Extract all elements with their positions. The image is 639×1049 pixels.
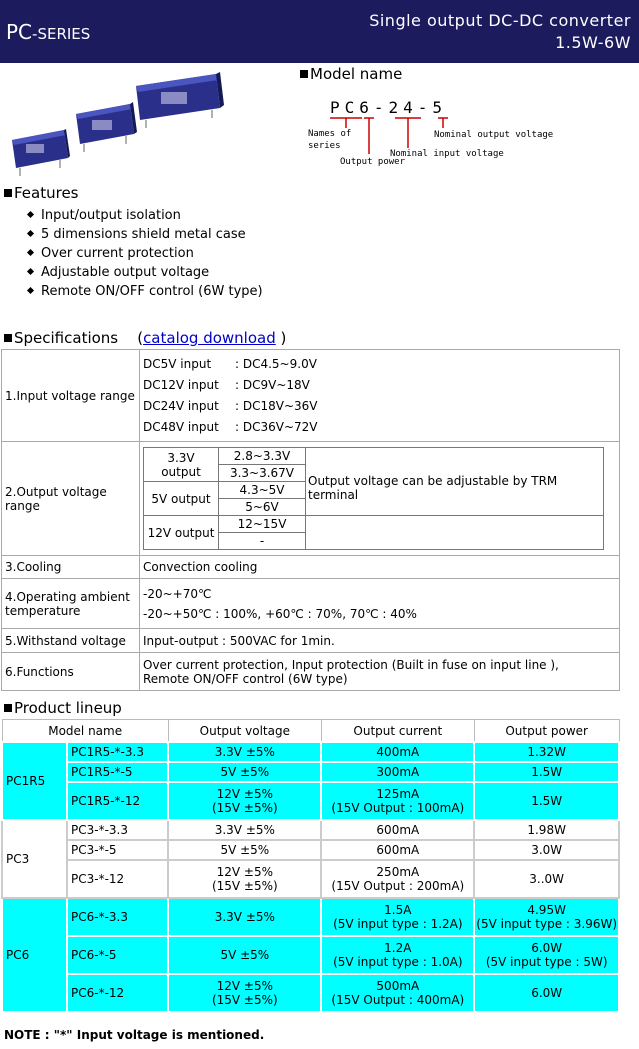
column-header: Model name	[2, 720, 168, 743]
output-range: 2.8~3.3V	[219, 448, 306, 465]
feature-text: Adjustable output voltage	[41, 265, 210, 280]
power-cell-main: 1.5W	[531, 794, 563, 808]
spec-label: 3.Cooling	[2, 556, 140, 579]
functions-line2: Remote ON/OFF control (6W type)	[143, 671, 348, 686]
current-cell-main: 125mA	[376, 787, 420, 801]
model-cell: PC6-*-3.3	[67, 898, 168, 936]
voltage-cell-main: 3.3V ±5%	[214, 910, 275, 924]
column-header: Output power	[474, 720, 619, 743]
series-group-name: PC6	[2, 898, 67, 1012]
module-large	[136, 72, 224, 128]
link-paren-close: )	[280, 329, 287, 347]
output-range-table	[143, 447, 604, 550]
spec-value: Input-output : 500VAC for 1min.	[140, 629, 620, 653]
table-row	[2, 820, 619, 840]
voltage-cell-main: 12V ±5%	[216, 865, 274, 879]
input-range-row	[143, 354, 616, 375]
power-cell-main: 3.0W	[531, 843, 563, 857]
input-range: : DC4.5~9.0V	[235, 356, 317, 371]
current-cell	[321, 840, 474, 860]
features-heading	[4, 184, 79, 202]
spec-label: 4.Operating ambient temperature	[2, 579, 140, 629]
feature-item	[28, 246, 263, 265]
module-medium	[76, 102, 137, 152]
voltage-cell	[168, 742, 321, 762]
voltage-cell-sub: (15V ±5%)	[211, 801, 278, 815]
specifications-table	[1, 349, 620, 691]
power-cell-sub: (5V input type : 5W)	[485, 955, 608, 969]
power-cell-main: 1.98W	[527, 823, 566, 837]
power-cell	[474, 742, 619, 762]
output-group-name: 5V output	[144, 482, 219, 516]
table-row	[2, 898, 619, 936]
current-cell-sub: (15V Output : 400mA)	[331, 993, 465, 1007]
current-cell	[321, 762, 474, 782]
catalog-download-link[interactable]: catalog download	[143, 329, 276, 347]
power-cell-main: 3..0W	[529, 872, 565, 886]
current-cell-main: 1.2A	[384, 941, 412, 955]
output-range: -	[219, 533, 306, 550]
current-cell	[321, 936, 474, 974]
spec-row-ambient	[2, 579, 620, 629]
model-cell: PC1R5-*-5	[67, 762, 168, 782]
table-row	[2, 840, 619, 860]
product-title-line1: Single output DC-DC converter	[369, 11, 631, 30]
link-paren-open: (	[137, 329, 144, 347]
voltage-cell	[168, 936, 321, 974]
current-cell-main: 300mA	[376, 765, 420, 779]
output-range: 4.3~5V	[219, 482, 306, 499]
spec-value: Convection cooling	[140, 556, 620, 579]
model-name-heading-text: Model name	[310, 65, 403, 83]
input-range: : DC9V~18V	[235, 377, 310, 392]
voltage-cell	[168, 782, 321, 820]
ambient-range: -20~+70℃	[143, 586, 212, 601]
table-row	[2, 974, 619, 1012]
label-names-of-series: Names of series	[308, 129, 352, 151]
voltage-cell-main: 5V ±5%	[220, 843, 270, 857]
voltage-cell-main: 5V ±5%	[220, 948, 270, 962]
output-group-name: 3.3V output	[144, 448, 219, 482]
power-cell	[474, 974, 619, 1012]
power-cell	[474, 936, 619, 974]
product-lineup-heading-text: Product lineup	[14, 699, 122, 717]
label-output-power: Output power	[340, 157, 406, 167]
voltage-cell-sub: (15V ±5%)	[211, 993, 278, 1007]
specifications-heading-text: Specifications	[14, 329, 119, 347]
voltage-cell-main: 12V ±5%	[216, 787, 274, 801]
model-code: PC6-24-5	[330, 98, 448, 117]
current-cell-main: 1.5A	[384, 903, 412, 917]
spec-row-withstand	[2, 629, 620, 653]
input-range-row	[143, 396, 616, 417]
spec-row-output	[2, 442, 620, 556]
power-cell-main: 4.95W	[527, 903, 566, 917]
spec-label: 1.Input voltage range	[2, 350, 140, 442]
model-name-diagram	[300, 92, 600, 172]
table-row	[2, 860, 619, 898]
table-row	[2, 762, 619, 782]
model-cell: PC3-*-5	[67, 840, 168, 860]
voltage-cell-main: 3.3V ±5%	[214, 823, 275, 837]
voltage-cell	[168, 860, 321, 898]
series-suffix: -SERIES	[32, 25, 91, 43]
output-note: Output voltage can be adjustable by TRM terminal	[306, 448, 604, 516]
features-heading-text: Features	[14, 184, 79, 202]
power-cell	[474, 782, 619, 820]
feature-list	[28, 208, 263, 303]
series-main: PC	[6, 20, 33, 44]
model-cell: PC6-*-5	[67, 936, 168, 974]
current-cell-sub: (5V input type : 1.0A)	[333, 955, 463, 969]
voltage-cell	[168, 974, 321, 1012]
current-cell	[321, 898, 474, 936]
spec-row-input	[2, 350, 620, 442]
current-cell-main: 400mA	[376, 745, 420, 759]
product-lineup-heading	[4, 699, 122, 717]
input-type: DC48V input	[143, 419, 219, 434]
voltage-cell-main: 3.3V ±5%	[214, 745, 275, 759]
current-cell-sub: (15V Output : 200mA)	[331, 879, 465, 893]
feature-text: Over current protection	[41, 246, 194, 261]
current-cell	[321, 974, 474, 1012]
product-lineup-table	[1, 719, 620, 1013]
label-nominal-input: Nominal input voltage	[390, 149, 504, 159]
model-cell: PC3-*-12	[67, 860, 168, 898]
table-row	[2, 936, 619, 974]
spec-label: 2.Output voltage range	[2, 442, 140, 556]
column-header: Output voltage	[168, 720, 321, 743]
output-empty	[306, 516, 604, 550]
column-header: Output current	[321, 720, 474, 743]
current-cell-sub: (15V Output : 100mA)	[331, 801, 465, 815]
power-cell	[474, 898, 619, 936]
label-nominal-output: Nominal output voltage	[434, 130, 554, 140]
power-cell-main: 1.32W	[527, 745, 566, 759]
voltage-cell	[168, 762, 321, 782]
voltage-cell-main: 12V ±5%	[216, 979, 274, 993]
current-cell	[321, 742, 474, 762]
feature-item	[28, 227, 263, 246]
feature-text: Input/output isolation	[41, 208, 181, 223]
current-cell-main: 600mA	[376, 823, 420, 837]
feature-item	[28, 208, 263, 227]
input-range-row	[143, 417, 616, 438]
input-type: DC5V input	[143, 356, 212, 371]
spec-label: 6.Functions	[2, 653, 140, 691]
spec-row-cooling	[2, 556, 620, 579]
voltage-cell-sub: (15V ±5%)	[211, 879, 278, 893]
current-cell-sub: (5V input type : 1.2A)	[333, 917, 463, 931]
power-cell	[474, 820, 619, 840]
feature-item	[28, 284, 263, 303]
voltage-cell	[168, 840, 321, 860]
current-cell	[321, 782, 474, 820]
output-range: 5~6V	[219, 499, 306, 516]
voltage-cell-main: 5V ±5%	[220, 765, 270, 779]
series-group-name: PC1R5	[2, 742, 67, 820]
input-range: : DC36V~72V	[235, 419, 318, 434]
header-banner	[0, 0, 639, 63]
spec-value	[140, 653, 620, 691]
feature-text: 5 dimensions shield metal case	[41, 227, 246, 242]
input-type: DC12V input	[143, 377, 219, 392]
model-cell: PC1R5-*-3.3	[67, 742, 168, 762]
feature-text: Remote ON/OFF control (6W type)	[41, 284, 263, 299]
current-cell-main: 600mA	[376, 843, 420, 857]
product-photo	[6, 72, 236, 182]
power-cell-main: 6.0W	[531, 941, 563, 955]
voltage-cell	[168, 898, 321, 936]
input-range-row	[143, 375, 616, 396]
lineup-header-row	[2, 720, 619, 743]
model-name-heading	[300, 65, 402, 83]
power-cell-main: 1.5W	[531, 765, 563, 779]
current-cell	[321, 860, 474, 898]
series-group-name: PC3	[2, 820, 67, 898]
output-group-name: 12V output	[144, 516, 219, 550]
product-title-line2: 1.5W-6W	[555, 33, 631, 52]
note-text: NOTE : "*" Input voltage is mentioned.	[4, 1028, 265, 1042]
product-title	[369, 10, 631, 54]
power-cell	[474, 762, 619, 782]
model-cell: PC1R5-*-12	[67, 782, 168, 820]
current-cell	[321, 820, 474, 840]
current-cell-main: 500mA	[376, 979, 420, 993]
model-cell: PC3-*-3.3	[67, 820, 168, 840]
spec-value	[140, 350, 620, 442]
table-row	[2, 782, 619, 820]
spec-value	[140, 579, 620, 629]
power-cell	[474, 840, 619, 860]
voltage-cell	[168, 820, 321, 840]
series-title	[6, 20, 90, 44]
current-cell-main: 250mA	[376, 865, 420, 879]
table-row	[2, 742, 619, 762]
specifications-heading	[4, 329, 286, 347]
ambient-derating: -20~+50℃ : 100%, +60℃ : 70%, 70℃ : 40%	[143, 606, 417, 621]
feature-item	[28, 265, 263, 284]
power-cell-main: 6.0W	[531, 986, 563, 1000]
module-small	[12, 129, 70, 176]
spec-row-functions	[2, 653, 620, 691]
input-type: DC24V input	[143, 398, 219, 413]
output-range: 3.3~3.67V	[219, 465, 306, 482]
output-range: 12~15V	[219, 516, 306, 533]
input-range: : DC18V~36V	[235, 398, 318, 413]
power-cell-sub: (5V input type : 3.96W)	[476, 917, 618, 931]
power-cell	[474, 860, 619, 898]
functions-line1: Over current protection, Input protection (Built in fuse on input line ),	[143, 657, 559, 672]
spec-value	[140, 442, 620, 556]
model-cell: PC6-*-12	[67, 974, 168, 1012]
spec-label: 5.Withstand voltage	[2, 629, 140, 653]
